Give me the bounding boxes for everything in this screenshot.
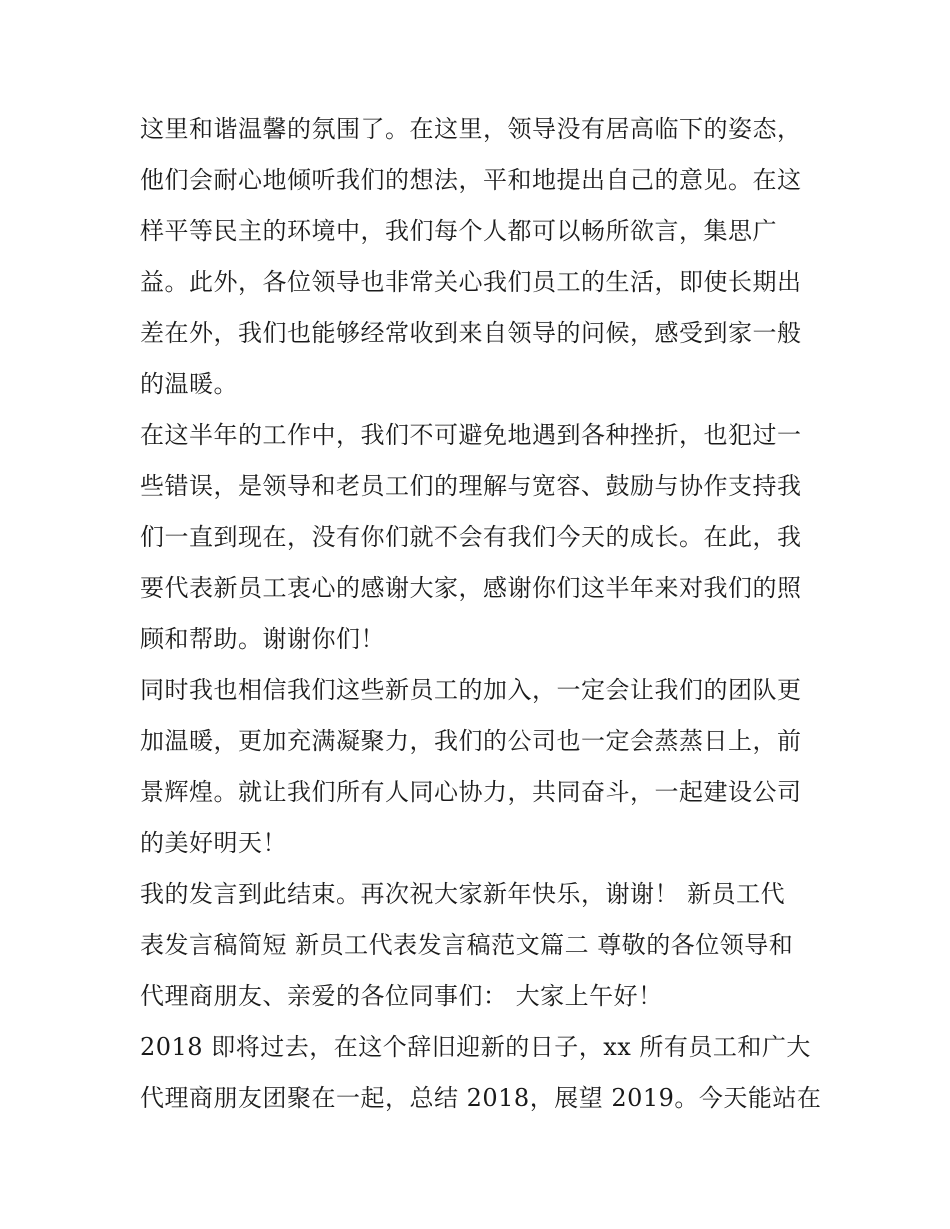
text-line: 表发言稿简短 新员工代表发言稿范文篇二 尊敬的各位领导和 [140,931,794,959]
text-line: 样平等民主的环境中，我们每个人都可以畅所欲言，集思广 [140,217,777,245]
text-line: 我的发言到此结束。再次祝大家新年快乐，谢谢！ 新员工代 [140,880,786,908]
document-body [140,104,830,1124]
text-line: 顾和帮助。谢谢你们！ [140,625,385,653]
text-line: 的美好明天！ [140,829,287,857]
text-line: 代理商朋友团聚在一起，总结 2018，展望 2019。今天能站在 [140,1084,822,1112]
text-line: 差在外，我们也能够经常收到来自领导的问候，感受到家一般 [140,319,802,347]
text-line: 益。此外，各位领导也非常关心我们员工的生活，即使长期出 [140,268,802,296]
text-line: 些错误，是领导和老员工们的理解与宽容、鼓励与协作支持我 [140,472,802,500]
text-line: 要代表新员工衷心的感谢大家，感谢你们这半年来对我们的照 [140,574,802,602]
text-line: 这里和谐温馨的氛围了。在这里，领导没有居高临下的姿态， [140,115,802,143]
text-line: 的温暖。 [140,370,238,398]
text-line: 他们会耐心地倾听我们的想法，平和地提出自己的意见。在这 [140,166,802,194]
text-line: 2018 即将过去，在这个辞旧迎新的日子，xx 所有员工和广大 [140,1033,811,1061]
text-line: 们一直到现在，没有你们就不会有我们今天的成长。在此，我 [140,523,802,551]
text-line: 代理商朋友、亲爱的各位同事们： 大家上午好！ [140,982,663,1010]
text-line: 景辉煌。就让我们所有人同心协力，共同奋斗，一起建设公司 [140,778,802,806]
text-line: 同时我也相信我们这些新员工的加入，一定会让我们的团队更 [140,676,802,704]
text-line: 在这半年的工作中，我们不可避免地遇到各种挫折，也犯过一 [140,421,802,449]
text-line: 加温暖，更加充满凝聚力，我们的公司也一定会蒸蒸日上，前 [140,727,802,755]
